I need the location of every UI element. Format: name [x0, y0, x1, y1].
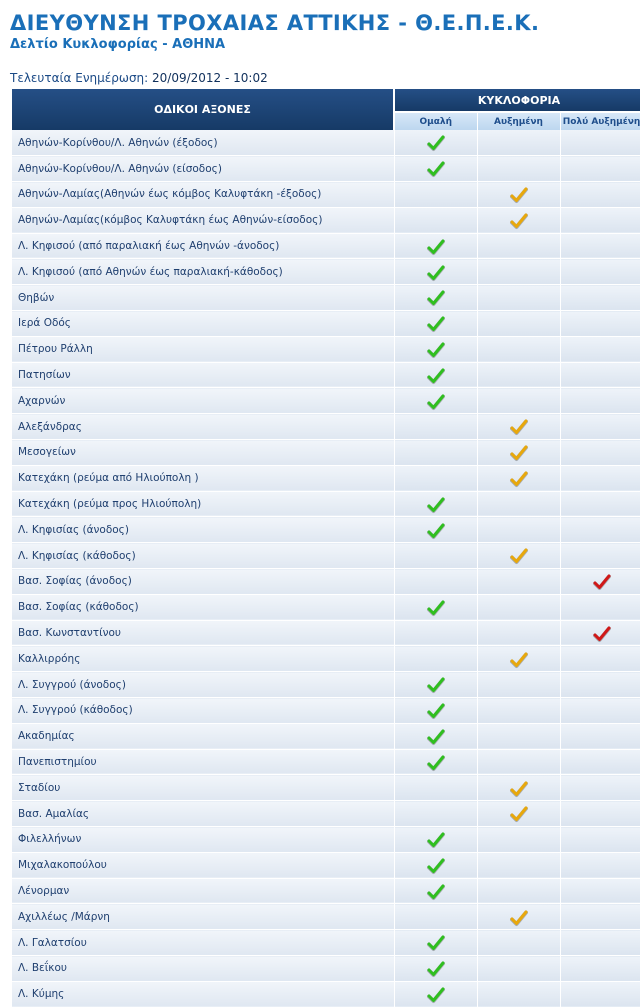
road-name: Λένορμαν: [12, 878, 394, 904]
status-cell: [394, 130, 477, 156]
status-cell: [560, 620, 640, 646]
status-cell: [394, 646, 477, 672]
road-name: Λ. Γαλατσίου: [12, 930, 394, 956]
status-cell: [394, 517, 477, 543]
status-cell: [560, 182, 640, 208]
status-cell: [394, 259, 477, 285]
status-cell: [394, 827, 477, 853]
status-cell: [560, 878, 640, 904]
status-cell: [394, 775, 477, 801]
status-cell: [477, 904, 560, 930]
road-name: Λ. Κύμης: [12, 981, 394, 1007]
status-cell: [560, 285, 640, 311]
status-cell: [560, 440, 640, 466]
table-row: [12, 259, 640, 285]
check-icon: [427, 289, 445, 307]
status-cell: [477, 801, 560, 827]
status-cell: [394, 878, 477, 904]
table-row: [12, 362, 640, 388]
status-cell: [394, 801, 477, 827]
header-traffic: ΚΥΚΛΟΦΟΡΙΑ: [394, 89, 640, 112]
status-cell: [560, 646, 640, 672]
check-icon: [427, 857, 445, 875]
road-name: Αλεξάνδρας: [12, 414, 394, 440]
status-cell: [477, 362, 560, 388]
status-cell: [394, 388, 477, 414]
check-icon: [427, 341, 445, 359]
status-cell: [477, 156, 560, 182]
status-cell: [477, 956, 560, 982]
status-cell: [560, 517, 640, 543]
status-cell: [477, 827, 560, 853]
status-cell: [477, 130, 560, 156]
status-cell: [560, 233, 640, 259]
status-cell: [394, 440, 477, 466]
check-icon: [427, 264, 445, 282]
status-cell: [394, 465, 477, 491]
road-name: Ιερά Οδός: [12, 311, 394, 337]
status-cell: [560, 594, 640, 620]
status-cell: [477, 182, 560, 208]
status-cell: [560, 156, 640, 182]
last-update-label: Τελευταία Ενημέρωση:: [10, 71, 149, 85]
table-row: [12, 311, 640, 337]
status-cell: [477, 594, 560, 620]
road-name: Βασ. Κωνσταντίνου: [12, 620, 394, 646]
table-row: [12, 775, 640, 801]
table-row: [12, 414, 640, 440]
status-cell: [560, 130, 640, 156]
status-cell: [477, 207, 560, 233]
header-status-very-increased: Πολύ Αυξημένη: [560, 112, 640, 130]
status-cell: [394, 156, 477, 182]
status-cell: [477, 723, 560, 749]
status-cell: [394, 285, 477, 311]
road-name: Κατεχάκη (ρεύμα από Ηλιούπολη ): [12, 465, 394, 491]
check-icon: [427, 496, 445, 514]
check-icon: [593, 625, 611, 643]
check-icon: [427, 315, 445, 333]
road-name: Λ. Βεΐκου: [12, 956, 394, 982]
road-name: Φιλελλήνων: [12, 827, 394, 853]
status-cell: [560, 259, 640, 285]
table-row: [12, 981, 640, 1007]
road-name: Αχιλλέως /Μάρνη: [12, 904, 394, 930]
status-cell: [560, 672, 640, 698]
road-name: Λ. Κηφισού (από παραλιακή έως Αθηνών -άνοδος): [12, 233, 394, 259]
road-name: Αθηνών-Λαμίας(Αθηνών έως κόμβος Καλυφτάκη -έξοδος): [12, 182, 394, 208]
status-cell: [560, 723, 640, 749]
status-cell: [394, 362, 477, 388]
page-header: [0, 0, 640, 79]
status-cell: [477, 259, 560, 285]
check-icon: [427, 883, 445, 901]
road-name: Αθηνών-Κορίνθου/Λ. Αθηνών (έξοδος): [12, 130, 394, 156]
status-cell: [394, 749, 477, 775]
road-name: Μιχαλακοπούλου: [12, 852, 394, 878]
road-name: Αχαρνών: [12, 388, 394, 414]
road-name: Πανεπιστημίου: [12, 749, 394, 775]
road-name: Κατεχάκη (ρεύμα προς Ηλιούπολη): [12, 491, 394, 517]
table-row: [12, 465, 640, 491]
status-cell: [394, 620, 477, 646]
status-cell: [560, 465, 640, 491]
check-icon: [427, 238, 445, 256]
road-name: Λ. Κηφισίας (άνοδος): [12, 517, 394, 543]
table-row: [12, 388, 640, 414]
road-name: Λ. Συγγρού (κάθοδος): [12, 698, 394, 724]
status-cell: [477, 852, 560, 878]
table-row: [12, 930, 640, 956]
status-cell: [394, 311, 477, 337]
status-cell: [560, 698, 640, 724]
status-cell: [394, 594, 477, 620]
check-icon: [427, 676, 445, 694]
table-row: [12, 517, 640, 543]
table-row: [12, 233, 640, 259]
check-icon: [427, 702, 445, 720]
status-cell: [477, 491, 560, 517]
status-cell: [560, 956, 640, 982]
status-cell: [477, 672, 560, 698]
traffic-rows: [12, 130, 640, 1007]
road-name: Θηβών: [12, 285, 394, 311]
road-name: Βασ. Αμαλίας: [12, 801, 394, 827]
table-row: [12, 620, 640, 646]
status-cell: [394, 543, 477, 569]
status-cell: [477, 440, 560, 466]
header-status-increased: Αυξημένη: [477, 112, 560, 130]
header-roads: ΟΔΙΚΟΙ ΑΞΟΝΕΣ: [12, 89, 394, 130]
road-name: Αθηνών-Λαμίας(κόμβος Καλυφτάκη έως Αθηνών-είσοδος): [12, 207, 394, 233]
status-cell: [477, 285, 560, 311]
road-name: Βασ. Σοφίας (άνοδος): [12, 569, 394, 595]
check-icon: [510, 805, 528, 823]
status-cell: [477, 311, 560, 337]
status-cell: [477, 414, 560, 440]
status-cell: [560, 904, 640, 930]
table-row: [12, 698, 640, 724]
status-cell: [560, 801, 640, 827]
table-row: [12, 543, 640, 569]
check-icon: [510, 186, 528, 204]
status-cell: [560, 388, 640, 414]
status-cell: [477, 517, 560, 543]
status-cell: [394, 698, 477, 724]
table-row: [12, 904, 640, 930]
page-title: ΔΙΕΥΘΥΝΣΗ ΤΡΟΧΑΙΑΣ ΑΤΤΙΚΗΣ - Θ.Ε.Π.Ε.Κ.: [10, 11, 540, 35]
check-icon: [427, 728, 445, 746]
status-cell: [477, 336, 560, 362]
table-row: [12, 440, 640, 466]
status-cell: [394, 930, 477, 956]
check-icon: [427, 831, 445, 849]
status-cell: [477, 569, 560, 595]
status-cell: [560, 749, 640, 775]
check-icon: [427, 134, 445, 152]
status-cell: [560, 414, 640, 440]
status-cell: [477, 388, 560, 414]
check-icon: [427, 934, 445, 952]
status-cell: [560, 569, 640, 595]
check-icon: [427, 522, 445, 540]
status-cell: [394, 182, 477, 208]
status-cell: [560, 981, 640, 1007]
road-name: Βασ. Σοφίας (κάθοδος): [12, 594, 394, 620]
page-subtitle: Δελτίο Κυκλοφορίας - ΑΘΗΝΑ: [10, 37, 226, 52]
road-name: Λ. Κηφισού (από Αθηνών έως παραλιακή-κάθοδος): [12, 259, 394, 285]
check-icon: [427, 986, 445, 1004]
status-cell: [394, 233, 477, 259]
table-row: [12, 594, 640, 620]
status-cell: [394, 569, 477, 595]
check-icon: [427, 599, 445, 617]
status-cell: [394, 207, 477, 233]
status-cell: [560, 852, 640, 878]
table-row: [12, 723, 640, 749]
table-row: [12, 827, 640, 853]
status-cell: [477, 749, 560, 775]
check-icon: [510, 780, 528, 798]
table-row: [12, 646, 640, 672]
check-icon: [510, 470, 528, 488]
table-row: [12, 672, 640, 698]
check-icon: [510, 418, 528, 436]
table-row: [12, 749, 640, 775]
status-cell: [477, 543, 560, 569]
road-name: Ακαδημίας: [12, 723, 394, 749]
table-row: [12, 956, 640, 982]
status-cell: [477, 981, 560, 1007]
status-cell: [477, 620, 560, 646]
status-cell: [560, 311, 640, 337]
check-icon: [593, 573, 611, 591]
road-name: Σταδίου: [12, 775, 394, 801]
status-cell: [560, 336, 640, 362]
table-row: [12, 182, 640, 208]
road-name: Πέτρου Ράλλη: [12, 336, 394, 362]
last-update-value: 20/09/2012 - 10:02: [152, 71, 268, 85]
status-cell: [394, 336, 477, 362]
status-cell: [477, 930, 560, 956]
check-icon: [510, 444, 528, 462]
status-cell: [477, 775, 560, 801]
check-icon: [427, 754, 445, 772]
status-cell: [477, 646, 560, 672]
road-name: Αθηνών-Κορίνθου/Λ. Αθηνών (είσοδος): [12, 156, 394, 182]
road-name: Πατησίων: [12, 362, 394, 388]
road-name: Μεσογείων: [12, 440, 394, 466]
check-icon: [510, 909, 528, 927]
status-cell: [560, 362, 640, 388]
status-cell: [560, 930, 640, 956]
table-row: [12, 801, 640, 827]
status-cell: [394, 852, 477, 878]
table-row: [12, 207, 640, 233]
table-row: [12, 491, 640, 517]
check-icon: [427, 960, 445, 978]
table-row: [12, 130, 640, 156]
last-update: [10, 71, 268, 85]
status-cell: [394, 981, 477, 1007]
check-icon: [510, 651, 528, 669]
status-cell: [560, 827, 640, 853]
status-cell: [560, 543, 640, 569]
check-icon: [427, 367, 445, 385]
status-cell: [477, 465, 560, 491]
status-cell: [477, 233, 560, 259]
road-name: Καλλιρρόης: [12, 646, 394, 672]
status-cell: [560, 775, 640, 801]
header-status-normal: Ομαλή: [394, 112, 477, 130]
status-cell: [394, 672, 477, 698]
status-cell: [477, 698, 560, 724]
status-cell: [560, 207, 640, 233]
table-row: [12, 336, 640, 362]
road-name: Λ. Κηφισίας (κάθοδος): [12, 543, 394, 569]
status-cell: [394, 723, 477, 749]
table-row: [12, 852, 640, 878]
status-cell: [560, 491, 640, 517]
table-row: [12, 878, 640, 904]
status-cell: [394, 414, 477, 440]
status-cell: [394, 956, 477, 982]
check-icon: [510, 547, 528, 565]
status-cell: [394, 491, 477, 517]
check-icon: [510, 212, 528, 230]
check-icon: [427, 393, 445, 411]
road-name: Λ. Συγγρού (άνοδος): [12, 672, 394, 698]
check-icon: [427, 160, 445, 178]
traffic-table: [12, 89, 640, 1008]
table-row: [12, 569, 640, 595]
table-row: [12, 285, 640, 311]
table-row: [12, 156, 640, 182]
status-cell: [477, 878, 560, 904]
status-cell: [394, 904, 477, 930]
